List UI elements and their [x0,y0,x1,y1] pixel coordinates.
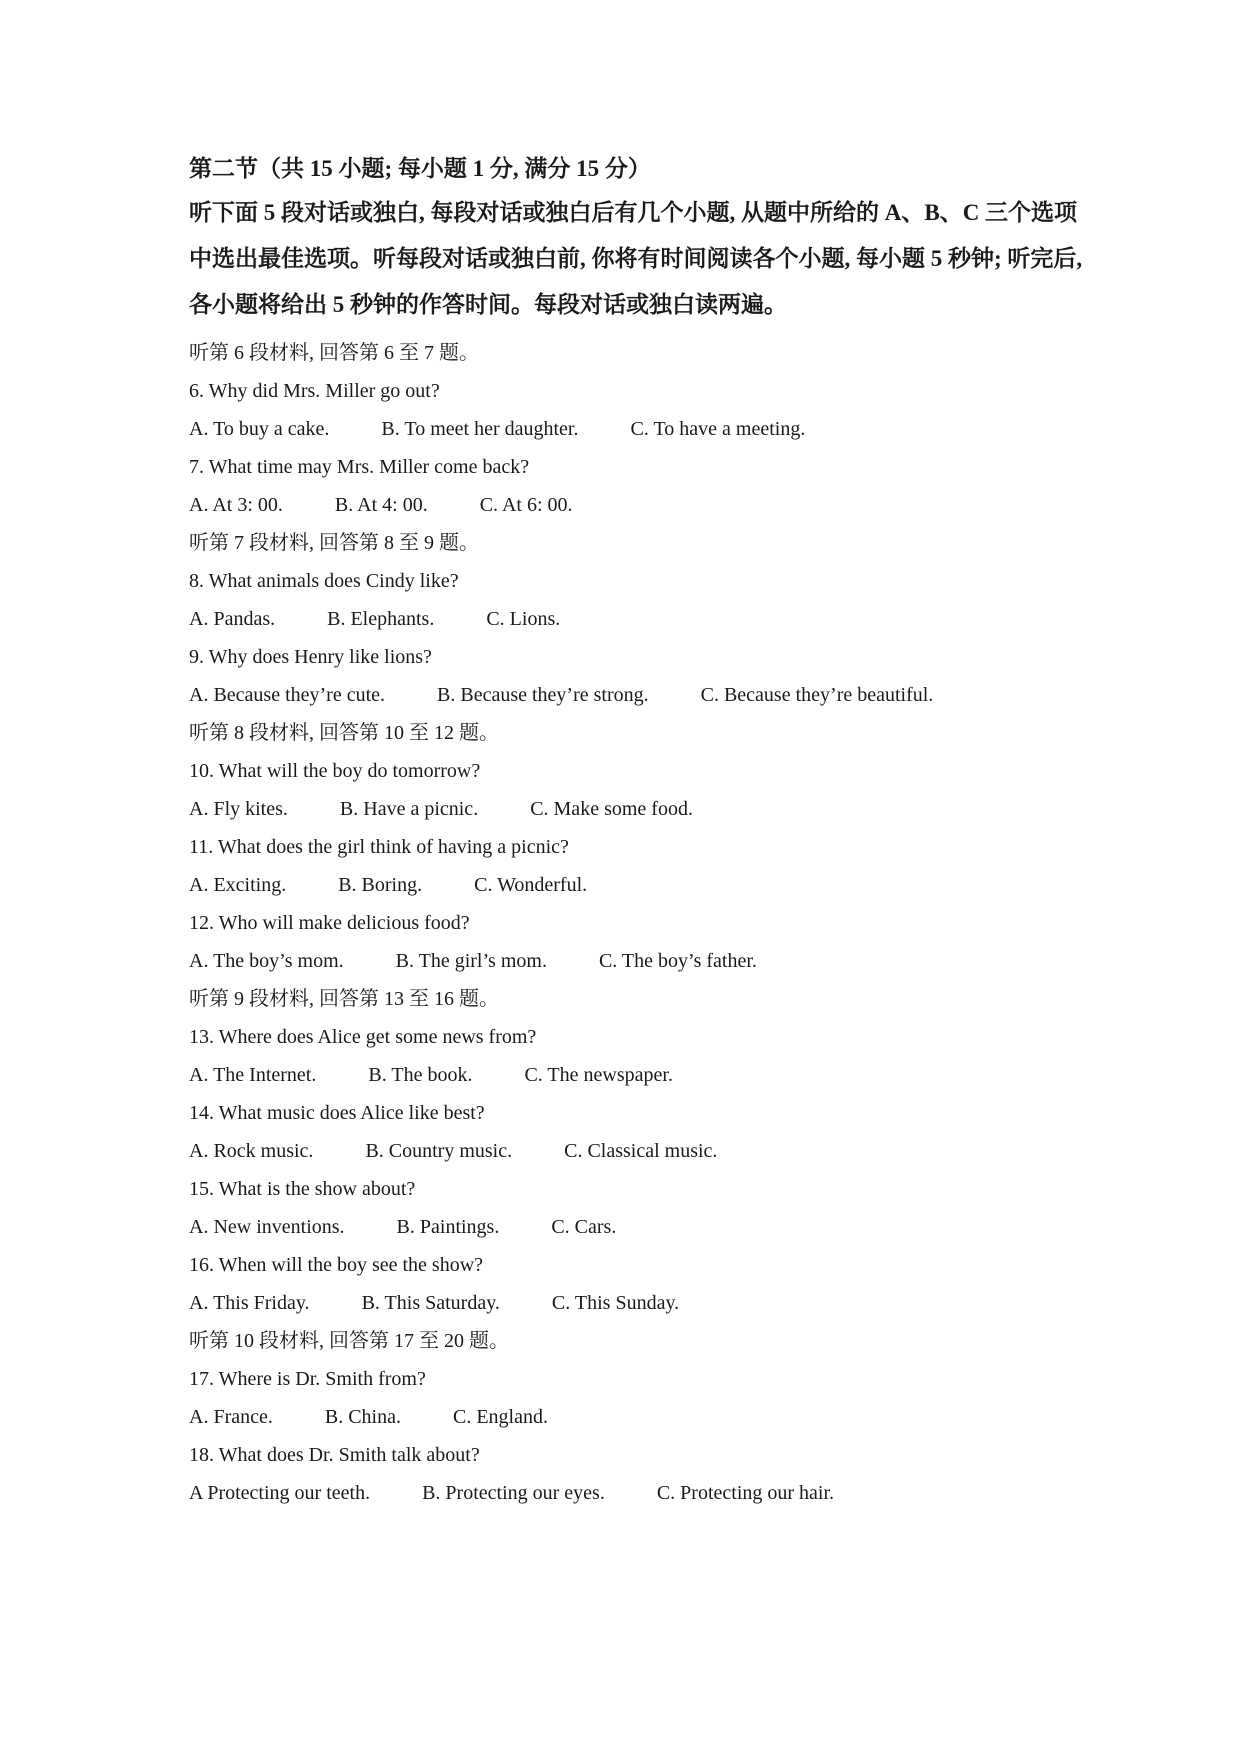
option-b: B. China. [324,1406,401,1428]
option-b: B. The book. [368,1064,473,1086]
option-c: C. Cars. [551,1216,617,1238]
option-c: C. Lions. [486,608,561,630]
option-a: A. The boy’s mom. [189,950,344,972]
question-text: 15. What is the show about? [189,1178,416,1200]
options-row [189,600,1089,638]
options-row [189,1398,1089,1436]
question-text: 7. What time may Mrs. Miller come back? [189,456,530,478]
question-text: 6. Why did Mrs. Miller go out? [189,380,440,402]
group-header: 听第 10 段材料, 回答第 17 至 20 题。 [189,1330,509,1352]
option-b: B. Because they’re strong. [437,684,649,706]
option-c: C. Wonderful. [474,874,588,896]
group-header: 听第 7 段材料, 回答第 8 至 9 题。 [189,532,479,554]
option-a: A. Rock music. [189,1140,314,1162]
exam-page [189,148,1089,1512]
options-row [189,1208,1089,1246]
question-text: 18. What does Dr. Smith talk about? [189,1444,480,1466]
option-a: A. The Internet. [189,1064,317,1086]
option-a: A. New inventions. [189,1216,345,1238]
instructions: 听下面 5 段对话或独白, 每段对话或独白后有几个小题, 从题中所给的 A、B、C 三个选项中选出最佳选项。听每段对话或独白前, 你将有时间阅读各个小题, 每小题 5 秒钟; 听完后, 各小题将给出 5 秒钟的作答时间。每段对话或独白读两遍。 [189,200,1083,317]
option-c: C. At 6: 00. [479,494,573,516]
options-row [189,676,1089,714]
option-a: A. Fly kites. [189,798,288,820]
option-b: B. Country music. [365,1140,513,1162]
question-text: 14. What music does Alice like best? [189,1102,485,1124]
options-row [189,1474,1089,1512]
section-title: 第二节（共 15 小题; 每小题 1 分, 满分 15 分） [189,156,651,181]
option-c: C. Make some food. [530,798,693,820]
option-b: B. Boring. [338,874,423,896]
options-row [189,410,1089,448]
options-row [189,866,1089,904]
option-c: C. This Sunday. [551,1292,680,1314]
option-a: A. To buy a cake. [189,418,330,440]
option-b: B. Paintings. [396,1216,500,1238]
option-b: B. Have a picnic. [339,798,479,820]
question-text: 8. What animals does Cindy like? [189,570,459,592]
question-groups [189,334,1089,1512]
option-b: B. To meet her daughter. [381,418,579,440]
option-a: A. This Friday. [189,1292,310,1314]
options-row [189,942,1089,980]
group-header: 听第 6 段材料, 回答第 6 至 7 题。 [189,342,479,364]
question-text: 13. Where does Alice get some news from? [189,1026,537,1048]
option-b: B. This Saturday. [361,1292,500,1314]
options-row [189,790,1089,828]
option-b: B. At 4: 00. [334,494,428,516]
option-c: C. The boy’s father. [598,950,757,972]
option-c: C. Protecting our hair. [656,1482,835,1504]
option-a: A. At 3: 00. [189,494,283,516]
question-text: 16. When will the boy see the show? [189,1254,484,1276]
option-b: B. Protecting our eyes. [422,1482,605,1504]
option-a: A Protecting our teeth. [189,1482,371,1504]
question-text: 9. Why does Henry like lions? [189,646,432,668]
question-text: 12. Who will make delicious food? [189,912,470,934]
options-row [189,1284,1089,1322]
option-c: C. The newspaper. [524,1064,673,1086]
option-a: A. Pandas. [189,608,276,630]
question-text: 17. Where is Dr. Smith from? [189,1368,426,1390]
option-b: B. Elephants. [327,608,435,630]
options-row [189,486,1089,524]
option-c: C. Because they’re beautiful. [700,684,934,706]
option-c: C. Classical music. [564,1140,718,1162]
option-a: A. Exciting. [189,874,287,896]
question-text: 11. What does the girl think of having a picnic? [189,836,569,858]
group-header: 听第 8 段材料, 回答第 10 至 12 题。 [189,722,499,744]
group-header: 听第 9 段材料, 回答第 13 至 16 题。 [189,988,499,1010]
option-a: A. France. [189,1406,273,1428]
question-text: 10. What will the boy do tomorrow? [189,760,481,782]
option-b: B. The girl’s mom. [395,950,547,972]
option-c: C. England. [452,1406,548,1428]
option-c: C. To have a meeting. [630,418,806,440]
option-a: A. Because they’re cute. [189,684,386,706]
options-row [189,1132,1089,1170]
options-row [189,1056,1089,1094]
